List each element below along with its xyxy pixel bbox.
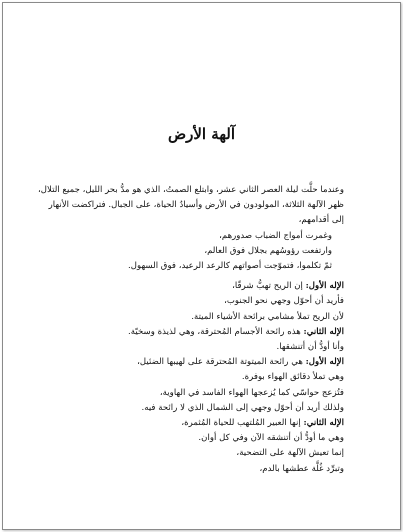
dialogue-text: فأريد أن أحوّل وجهي نحو الجنوب، (224, 296, 344, 307)
verse-line: وارتفعت رؤوسُهم بجلال فوق العالم، (204, 245, 332, 256)
dialogue-text: هي رائحة الميتوتة المُحترقة على لهيبها الضئيل، (137, 357, 306, 368)
dialogue-line (47, 370, 344, 385)
intro-line: وعندما حلَّت ليلة العصر الثاني عشر، وابتلع الصمتُ، الذي هو مدُّ بحر الليل، جميع التلال، (37, 185, 344, 195)
dialogue-line (47, 279, 344, 294)
document-body (37, 183, 344, 477)
dialogue-text: وأنا أودُّ أن أتنشقها. (276, 342, 344, 353)
dialogue-text: فتُزعج حواسّي كما يُزعجها الهواء الفاسد في الهاوية، (159, 387, 344, 398)
dialogue-line (47, 462, 344, 477)
dialogue-text: إنما تعيش الآلهة على التضحية، (236, 448, 344, 459)
document-page (2, 2, 401, 530)
verse-line: ثمّ تكلموا، فتموّجت أصواتهم كالرعد الرعيد، فوق السهول. (128, 261, 332, 272)
dialogue-text: وتبرِّد غُلَّة عطشها بالدم، (259, 463, 344, 474)
dialogue-line (47, 355, 344, 370)
dialogue-line (47, 431, 344, 446)
verse-line: وغمرت أمواج الضباب صدورهم، (219, 230, 332, 241)
dialogue-line (47, 416, 344, 431)
dialogue-line (47, 294, 344, 309)
speaker-label: الإله الثاني: (303, 418, 344, 429)
dialogue-text: هذه رائحة الأجسام المُحترقة، وهي لذيذة وسخيّة. (128, 326, 304, 337)
speaker-label: الإله الأول: (305, 357, 344, 368)
dialogue-line (47, 386, 344, 401)
speaker-label: الإله الأول: (305, 281, 344, 292)
dialogue-text: ولذلك أريد أن أحوّل وجهي إلى الشمال الذي لا رائحة فيه. (141, 402, 344, 413)
dialogue-text: لأن الريح تملأ مشامي برائحة الأشياء الميتة. (191, 311, 344, 322)
page-title: آلهة الأرض (167, 125, 236, 143)
dialogue-line (47, 325, 344, 340)
dialogue-line (47, 310, 344, 325)
dialogue-text: إن الريح تهبُّ شرقًا، (232, 281, 306, 292)
intro-paragraph (37, 183, 344, 229)
speaker-label: الإله الثاني: (303, 326, 344, 337)
dialogue-line (47, 401, 344, 416)
dialogue (47, 279, 344, 477)
intro-line: إلى أقدامهم، (298, 215, 344, 226)
dialogue-text: وهي ما أودُّ أن أتنشقه الآن وفي كل أوان. (198, 433, 344, 444)
dialogue-line (47, 340, 344, 355)
dialogue-line (47, 446, 344, 461)
intro-line: ظهر الآلهة الثلاثة، المولودون في الأرض وأسيادُ الحياة، على الجبال. فتراكضت الأنهار (48, 200, 344, 211)
stanza (47, 229, 344, 275)
dialogue-text: وهي تملأ دقائق الهواء بوفرة. (241, 372, 344, 383)
dialogue-text: إنها العبير المُلتهب للحياة المُثمرة، (181, 418, 304, 429)
